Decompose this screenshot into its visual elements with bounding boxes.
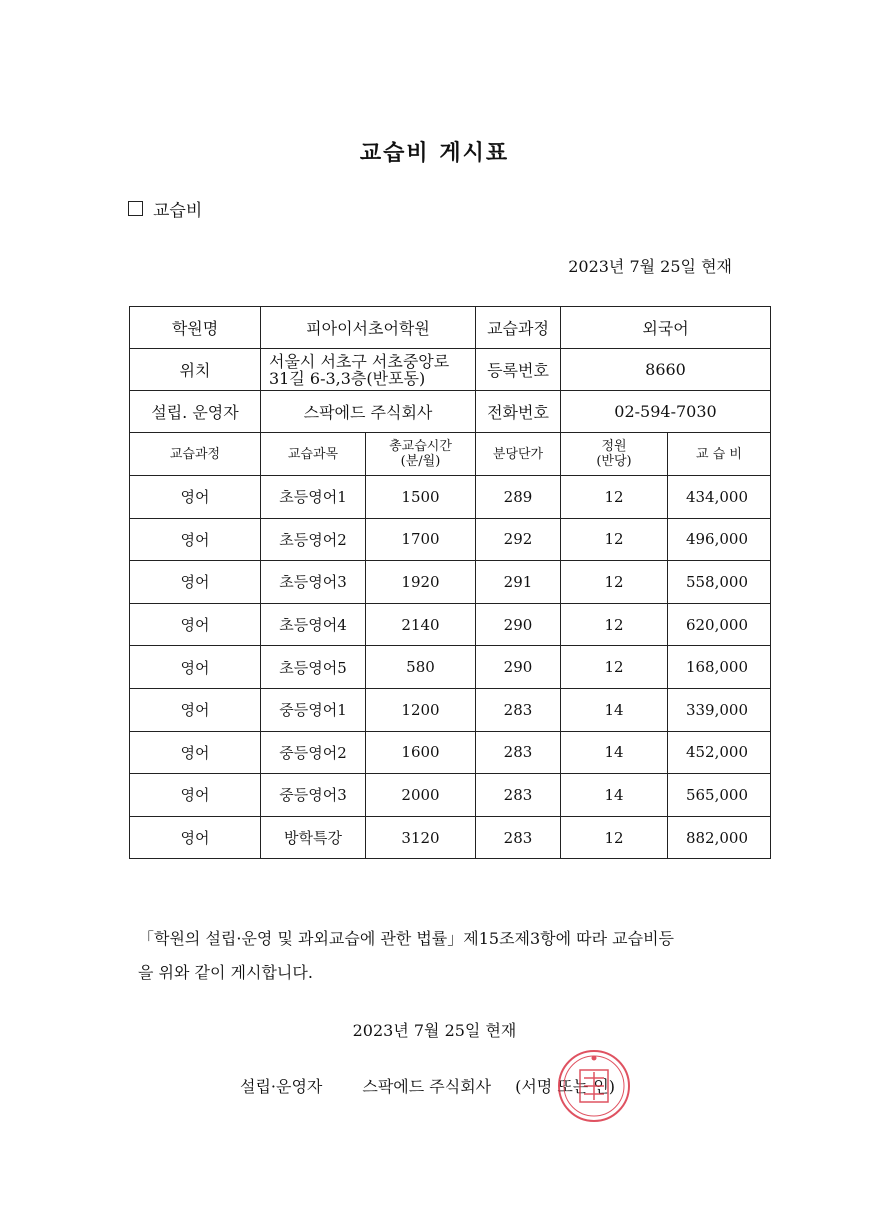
cell-minutes: 1600 — [366, 731, 476, 774]
cell-subject: 초등영어2 — [261, 518, 366, 561]
cell-course: 영어 — [130, 518, 261, 561]
info-row-founder — [130, 391, 771, 433]
cell-unit-price: 292 — [476, 518, 561, 561]
cell-minutes: 1200 — [366, 688, 476, 731]
col-total-time — [366, 433, 476, 476]
cell-unit-price: 291 — [476, 561, 561, 604]
table-row — [130, 518, 771, 561]
checkbox-square-icon — [128, 201, 143, 216]
cell-subject: 초등영어1 — [261, 476, 366, 519]
cell-subject: 중등영어3 — [261, 774, 366, 817]
table-row — [130, 646, 771, 689]
location-value — [261, 349, 476, 391]
cell-unit-price: 283 — [476, 688, 561, 731]
academy-name-value: 피아이서초어학원 — [261, 307, 476, 349]
cell-fee: 168,000 — [668, 646, 771, 689]
cell-capacity: 12 — [561, 476, 668, 519]
col-capacity-line2: (반당) — [596, 454, 632, 469]
cell-fee: 565,000 — [668, 774, 771, 817]
cell-fee: 882,000 — [668, 816, 771, 859]
col-capacity-line1: 정원 — [601, 439, 627, 454]
col-course: 교습과정 — [130, 433, 261, 476]
col-capacity — [561, 433, 668, 476]
cell-fee: 434,000 — [668, 476, 771, 519]
founder-value: 스팍에드 주식회사 — [261, 391, 476, 433]
cell-fee: 620,000 — [668, 603, 771, 646]
cell-capacity: 12 — [561, 816, 668, 859]
academy-name-label: 학원명 — [130, 307, 261, 349]
cell-course: 영어 — [130, 561, 261, 604]
cell-unit-price: 283 — [476, 816, 561, 859]
cell-minutes: 3120 — [366, 816, 476, 859]
cell-capacity: 12 — [561, 603, 668, 646]
cell-fee: 496,000 — [668, 518, 771, 561]
cell-subject: 초등영어4 — [261, 603, 366, 646]
registration-label: 등록번호 — [476, 349, 561, 391]
cell-course: 영어 — [130, 688, 261, 731]
cell-capacity: 12 — [561, 518, 668, 561]
cell-subject: 방학특강 — [261, 816, 366, 859]
table-row — [130, 774, 771, 817]
cell-course: 영어 — [130, 476, 261, 519]
phone-label: 전화번호 — [476, 391, 561, 433]
cell-subject: 중등영어1 — [261, 688, 366, 731]
cell-minutes: 1500 — [366, 476, 476, 519]
location-label: 위치 — [130, 349, 261, 391]
cell-capacity: 14 — [561, 688, 668, 731]
cell-minutes: 1700 — [366, 518, 476, 561]
fee-rows — [130, 476, 771, 859]
cell-fee: 558,000 — [668, 561, 771, 604]
info-row-name — [130, 307, 771, 349]
col-unit-price: 분당단가 — [476, 433, 561, 476]
sign-label: 설립·운영자 — [240, 1077, 323, 1096]
cell-course: 영어 — [130, 603, 261, 646]
cell-unit-price: 290 — [476, 603, 561, 646]
section-heading — [128, 196, 202, 221]
cell-unit-price: 283 — [476, 731, 561, 774]
table-row — [130, 603, 771, 646]
table-row — [130, 561, 771, 604]
info-row-location — [130, 349, 771, 391]
sign-note: (서명 또는 인) — [515, 1077, 616, 1096]
table-row — [130, 731, 771, 774]
column-header-row — [130, 433, 771, 476]
date-bottom: 2023년 7월 25일 현재 — [352, 1021, 517, 1040]
company-seal-icon — [556, 1048, 632, 1124]
cell-capacity: 14 — [561, 731, 668, 774]
registration-value: 8660 — [561, 349, 771, 391]
cell-unit-price: 283 — [476, 774, 561, 817]
cell-minutes: 580 — [366, 646, 476, 689]
sign-company: 스팍에드 주식회사 — [362, 1077, 492, 1096]
table-row — [130, 688, 771, 731]
notice-line2: 을 위와 같이 게시합니다. — [138, 963, 313, 982]
cell-course: 영어 — [130, 816, 261, 859]
page-title: 교습비 게시표 — [359, 140, 510, 166]
phone-value: 02-594-7030 — [561, 391, 771, 433]
col-fee: 교 습 비 — [668, 433, 771, 476]
col-total-time-line1: 총교습시간 — [389, 439, 452, 454]
cell-minutes: 2000 — [366, 774, 476, 817]
cell-capacity: 14 — [561, 774, 668, 817]
cell-subject: 초등영어5 — [261, 646, 366, 689]
location-line1: 서울시 서초구 서초중앙로 — [269, 351, 450, 371]
cell-unit-price: 290 — [476, 646, 561, 689]
cell-fee: 339,000 — [668, 688, 771, 731]
course-label: 교습과정 — [476, 307, 561, 349]
table-row — [130, 816, 771, 859]
course-value: 외국어 — [561, 307, 771, 349]
cell-capacity: 12 — [561, 646, 668, 689]
cell-course: 영어 — [130, 731, 261, 774]
cell-fee: 452,000 — [668, 731, 771, 774]
notice-line1: 「학원의 설립·운영 및 과외교습에 관한 법률」제15조제3항에 따라 교습비등 — [138, 929, 674, 948]
col-subject: 교습과목 — [261, 433, 366, 476]
founder-label: 설립. 운영자 — [130, 391, 261, 433]
cell-minutes: 1920 — [366, 561, 476, 604]
cell-capacity: 12 — [561, 561, 668, 604]
date-top: 2023년 7월 25일 현재 — [568, 257, 732, 276]
cell-unit-price: 289 — [476, 476, 561, 519]
legal-notice — [138, 922, 758, 990]
col-total-time-line2: (분/월) — [400, 454, 441, 469]
cell-subject: 초등영어3 — [261, 561, 366, 604]
cell-minutes: 2140 — [366, 603, 476, 646]
cell-course: 영어 — [130, 646, 261, 689]
fee-table — [129, 306, 771, 859]
cell-course: 영어 — [130, 774, 261, 817]
section-label: 교습비 — [153, 201, 203, 221]
cell-subject: 중등영어2 — [261, 731, 366, 774]
location-line2: 31길 6-3,3층(반포동) — [269, 368, 426, 388]
table-row — [130, 476, 771, 519]
